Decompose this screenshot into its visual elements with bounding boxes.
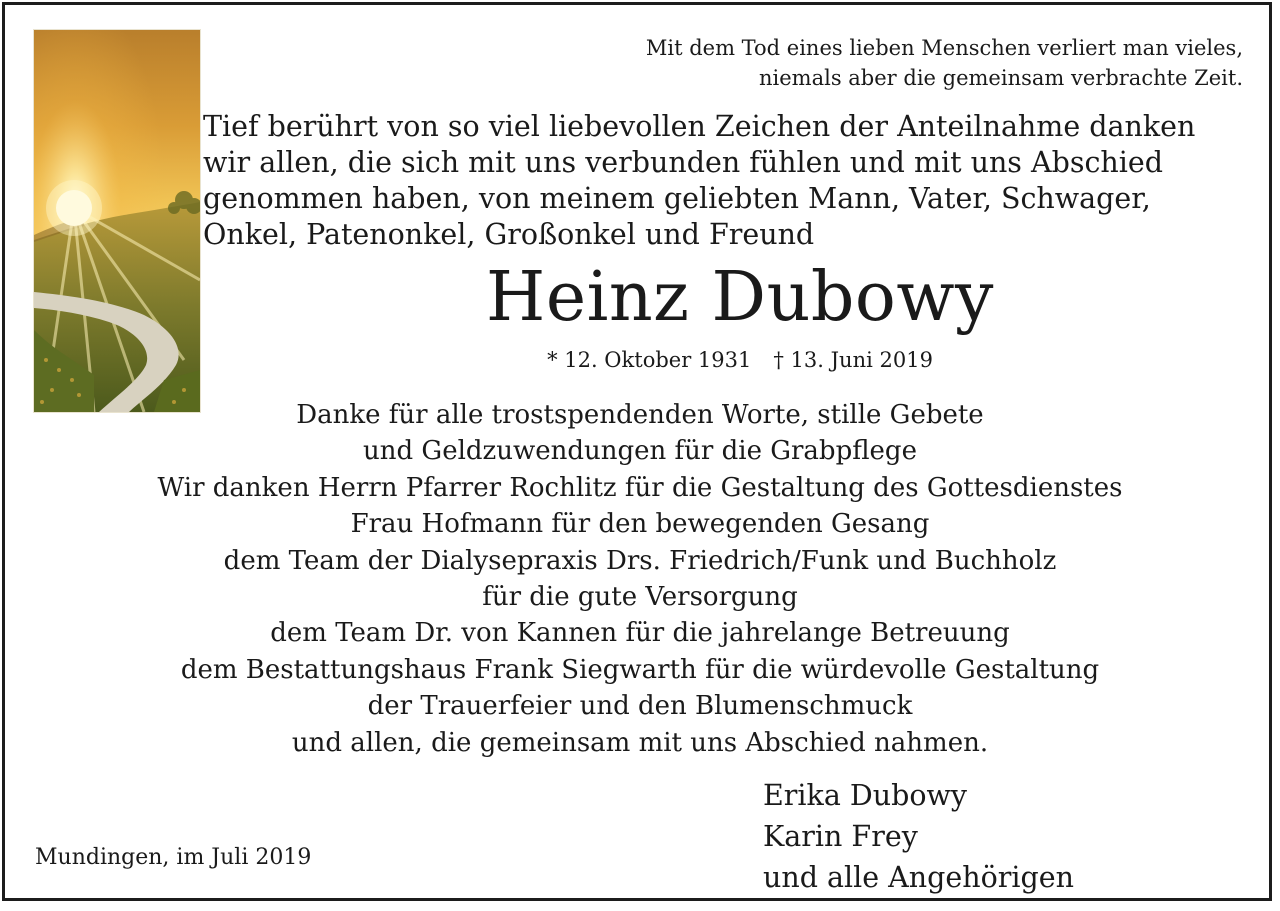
thanks-line: dem Bestattungshaus Frank Siegwarth für die würdevolle Gestaltung: [180, 654, 1100, 685]
thanks-line: dem Team Dr. von Kannen für die jahrelange Betreuung: [270, 618, 1010, 649]
thanks-line: der Trauerfeier und den Blumenschmuck: [367, 691, 913, 722]
sunset-path-image: [33, 29, 201, 413]
obituary-notice: [2, 2, 1272, 901]
intro-line: genommen haben, von meinem geliebten Mann, Vater, Schwager,: [203, 182, 1151, 215]
intro-text: [203, 109, 1253, 253]
signer-name: und alle Angehörigen: [763, 861, 1074, 894]
signer-name: Karin Frey: [763, 820, 918, 853]
thanks-line: Frau Hofmann für den bewegenden Gesang: [350, 509, 930, 540]
deceased-name: Heinz Dubowy: [486, 258, 994, 337]
intro-line: Tief berührt von so viel liebevollen Zeichen der Anteilnahme danken: [203, 110, 1196, 143]
motto-quote: [483, 33, 1243, 93]
motto-line: niemals aber die gemeinsam verbrachte Zeit.: [759, 66, 1243, 90]
signer-name: Erika Dubowy: [763, 779, 967, 812]
thanks-line: und allen, die gemeinsam mit uns Abschied nahmen.: [291, 727, 989, 758]
thanks-text: [5, 397, 1275, 761]
place-date: Mundingen, im Juli 2019: [35, 845, 312, 870]
thanks-line: Wir danken Herrn Pfarrer Rochlitz für die Gestaltung des Gottesdienstes: [157, 472, 1123, 503]
motto-line: Mit dem Tod eines lieben Menschen verliert man vieles,: [645, 36, 1243, 60]
signers: [763, 775, 1243, 898]
life-dates: [205, 345, 1275, 375]
thanks-line: für die gute Versorgung: [482, 582, 798, 613]
thanks-line: Danke für alle trostspendenden Worte, stille Gebete: [296, 400, 984, 430]
intro-line: wir allen, die sich mit uns verbunden fühlen und mit uns Abschied: [203, 146, 1163, 179]
intro-line: Onkel, Patenonkel, Großonkel und Freund: [203, 218, 815, 251]
thanks-line: dem Team der Dialysepraxis Drs. Friedrich/Funk und Buchholz: [223, 545, 1057, 576]
death-date: † 13. Juni 2019: [773, 348, 933, 372]
birth-date: * 12. Oktober 1931: [547, 348, 752, 372]
thanks-line: und Geldzuwendungen für die Grabpflege: [363, 436, 917, 467]
